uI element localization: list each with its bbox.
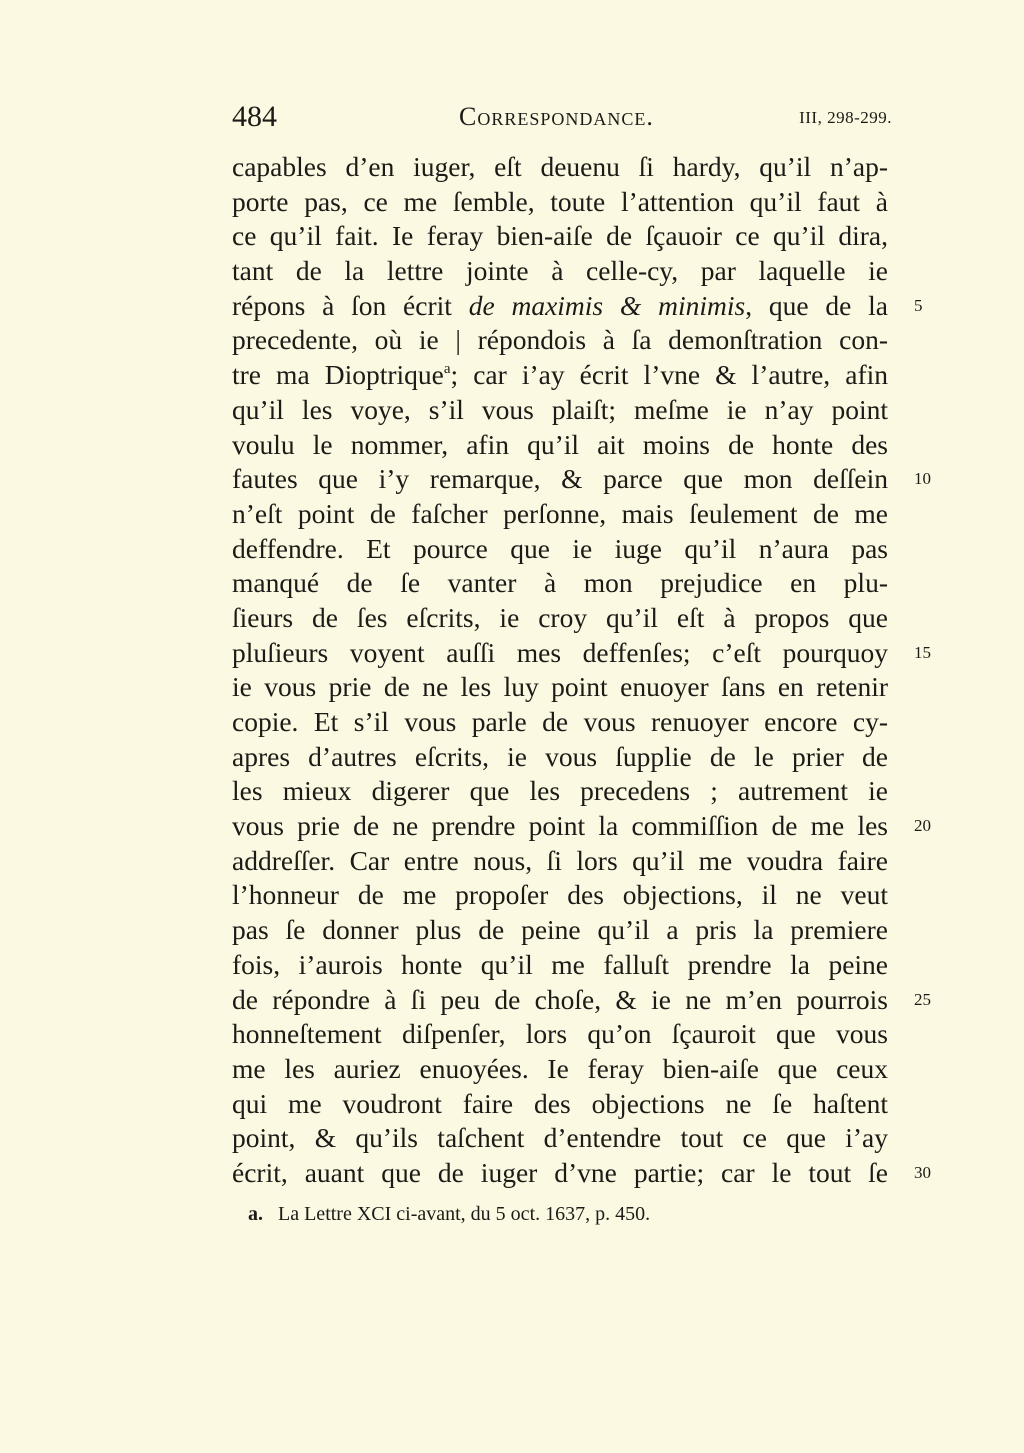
text-line <box>232 150 888 185</box>
text-line <box>232 636 931 671</box>
line-number: 25 <box>914 989 931 1009</box>
line-text: l’honneur de me propoſer des objections, il ne veut <box>232 879 888 911</box>
text-line <box>232 809 931 844</box>
text-line <box>232 428 888 463</box>
text-line <box>232 1121 888 1156</box>
line-text: capables d’en iuger, eſt deuenu ſi hardy, qu’il n’ap- <box>232 151 888 182</box>
line-text-segment: , que de la <box>745 289 888 321</box>
line-text: precedente, où ie | répondois à ſa demonſtration con- <box>232 324 888 356</box>
line-text: les mieux digerer que les precedens ; autrement ie <box>232 775 888 807</box>
text-line <box>232 1087 888 1122</box>
text-line <box>232 913 888 948</box>
line-text: pluſieurs voyent auſſi mes deffenſes; c’eſt pourquoy <box>232 636 888 668</box>
text-line <box>232 532 888 567</box>
text-line <box>232 497 888 532</box>
line-text: fois, i’aurois honte qu’il me falluſt prendre la peine <box>232 948 888 980</box>
text-line <box>232 670 888 705</box>
page-number: 484 <box>232 100 277 133</box>
footnote-reference: a <box>443 361 451 378</box>
running-title: Correspondance. <box>459 102 654 131</box>
line-text <box>232 358 888 393</box>
line-text: apres d’autres eſcrits, ie vous ſupplie de le prier de <box>232 740 888 772</box>
line-text: qu’il les voye, s’il vous plaiſt; meſme ie n’ay point <box>232 393 888 425</box>
text-line <box>232 740 888 775</box>
line-text: de répondre à ſi peu de choſe, & ie ne m’en pourrois <box>232 983 888 1015</box>
line-text: addreſſer. Car entre nous, ſi lors qu’il me voudra faire <box>232 844 888 876</box>
line-text: vous prie de ne prendre point la commiſſion de me les <box>232 810 888 842</box>
line-text: ſieurs de ſes eſcrits, ie croy qu’il eſt à propos que <box>232 601 888 633</box>
line-text: me les auriez enuoyées. Ie feray bien-aiſe que ceux <box>232 1052 888 1084</box>
line-text: porte pas, ce me ſemble, toute l’attention qu’il faut à <box>232 185 888 217</box>
line-text: deffendre. Et pource que ie iuge qu’il n’aura pas <box>232 532 888 564</box>
text-line <box>232 983 931 1018</box>
text-line <box>232 219 888 254</box>
line-text-segment: répons à ſon écrit <box>232 289 469 321</box>
text-line <box>232 358 888 393</box>
page-header <box>232 100 892 140</box>
text-line <box>232 1156 931 1191</box>
line-number: 5 <box>914 295 923 315</box>
text-line <box>232 1052 888 1087</box>
line-number: 10 <box>914 469 931 489</box>
body-text <box>232 150 931 1191</box>
line-text-segment: ; car i’ay écrit l’vne & l’autre, afin <box>450 359 888 391</box>
line-number: 30 <box>914 1162 931 1182</box>
text-line <box>232 185 888 220</box>
footnote <box>248 1203 868 1226</box>
page-reference: III, 298-299. <box>799 108 892 127</box>
text-line <box>232 323 888 358</box>
text-line <box>232 566 888 601</box>
line-text: copie. Et s’il vous parle de vous renuoyer encore cy- <box>232 706 888 737</box>
line-text: point, & qu’ils taſchent d’entendre tout ce que i’ay <box>232 1122 888 1154</box>
line-text: voulu le nommer, afin qu’il ait moins de honte des <box>232 428 888 460</box>
line-text: honneſtement diſpenſer, lors qu’on ſçauroit que vous <box>232 1018 888 1050</box>
text-line <box>232 774 888 809</box>
text-line <box>232 948 888 983</box>
text-line <box>232 289 923 324</box>
line-text: manqué de ſe vanter à mon prejudice en plu- <box>232 567 888 599</box>
text-line <box>232 393 888 428</box>
line-text: ce qu’il fait. Ie feray bien-aiſe de ſçauoir ce qu’il dira, <box>232 220 888 252</box>
line-text: écrit, auant que de iuger d’vne partie; car le tout ſe <box>232 1156 888 1188</box>
line-number: 20 <box>914 816 931 836</box>
text-line <box>232 601 888 636</box>
line-text: ie vous prie de ne les luy point enuoyer ſans en retenir <box>232 671 888 703</box>
text-line <box>232 878 888 913</box>
line-number: 15 <box>914 642 931 662</box>
text-line <box>232 705 888 740</box>
text-line <box>232 1017 888 1052</box>
footnote-marker: a. <box>248 1203 263 1225</box>
line-text: qui me voudront faire des objections ne ſe haſtent <box>232 1087 888 1119</box>
text-line <box>232 462 931 497</box>
text-line <box>232 254 888 289</box>
line-text-segment: tre ma Dioptrique <box>232 359 444 391</box>
footnote-text: La Lettre XCI ci-avant, du 5 oct. 1637, p. 450. <box>278 1203 651 1225</box>
line-text <box>232 289 888 324</box>
text-line <box>232 844 888 879</box>
line-text: fautes que i’y remarque, & parce que mon deſſein <box>232 463 888 495</box>
line-text: pas ſe donner plus de peine qu’il a pris la premiere <box>232 914 888 946</box>
italic-title: de maximis & minimis <box>468 289 746 321</box>
line-text: tant de la lettre jointe à celle-cy, par laquelle ie <box>232 255 888 287</box>
line-text: n’eſt point de faſcher perſonne, mais ſeulement de me <box>232 497 888 529</box>
